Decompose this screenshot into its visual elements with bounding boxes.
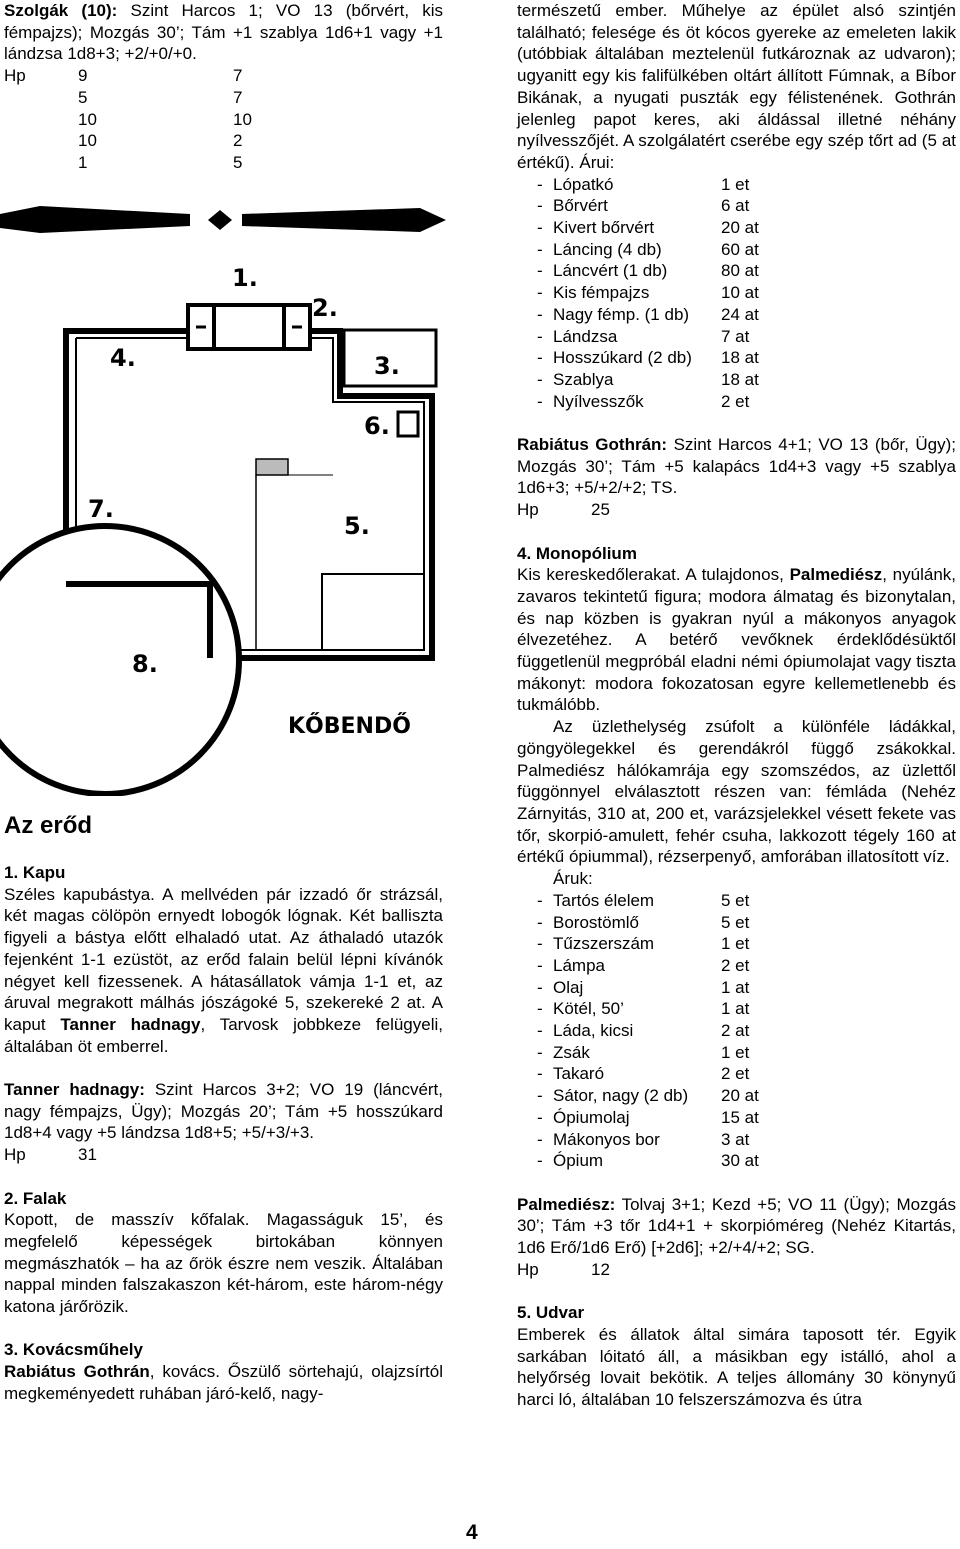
- szolgak-stat-block: [4, 0, 443, 65]
- tanner-name: Tanner hadnagy: [60, 1014, 201, 1034]
- list-item: - Takaró 2 et: [537, 1064, 750, 1084]
- kovacs-continued: természetű ember. Műhelye az épület alsó szintjén található; felesége és öt kócos gyereke az emeleten lakik (utóbbiak általában meztelenül futkároznak az udvaron); ugyanitt egy kis falifülkében oltárt állított Fúmnak, a Bíbor Bikának, a nyugati puszták egy félistenének. Gothrán jelenleg papot keres, aki áldással illetné néhány nyílvesszőjét. A szolgálatért cserébe egy szép tőrt ad (5 at értékű). Árui:: [517, 1, 956, 172]
- map-gatehouse: [188, 305, 310, 349]
- left-column-lower: [4, 862, 443, 1405]
- list-item: - Nyílvesszők 2 et: [537, 391, 750, 411]
- list-item: - Kivert bőrvért 20 at: [537, 218, 759, 238]
- map-banner-right: [242, 208, 446, 232]
- list-item: - Zsák 1 et: [537, 1042, 750, 1062]
- map-label-3: 3.: [374, 352, 400, 380]
- monopolium-price-list: [517, 890, 956, 1172]
- list-item: - Lópatkó 1 et: [537, 174, 750, 194]
- map-banner-center: [208, 210, 232, 230]
- section-title: Az erőd: [4, 812, 93, 839]
- map-title: KŐBENDŐ: [288, 714, 411, 739]
- szolgak-hp-table: [4, 65, 443, 174]
- szolgak-stats: Szint Harcos 1; VO 13 (bőrvért, kis fémpajzs); Mozgás 30’; Tám +1 szablya 1d6+1 vagy +1 lándzsa 1d8+3; +2/+0/+0.: [4, 1, 444, 64]
- hp-row: 1 5: [78, 152, 243, 172]
- map-stable: [322, 574, 424, 650]
- gothran-name: Rabiátus Gothrán: [4, 1362, 150, 1382]
- list-item: - Bőrvért 6 at: [537, 196, 750, 216]
- kovacs-text: Rabiátus Gothrán, kovács. Őszülő sörtehajú, olajzsírtól megkeményedett ruhában járó-kelő, nagy-: [4, 1362, 443, 1403]
- udvar-heading: 5. Udvar: [517, 1303, 585, 1323]
- list-item: - Láncvért (1 db) 80 at: [537, 261, 759, 281]
- right-column: [517, 0, 956, 1411]
- falak-heading: 2. Falak: [4, 1188, 67, 1208]
- gothran-label: Rabiátus Gothrán:: [517, 435, 668, 455]
- map-round-tower: [0, 526, 239, 794]
- map-label-1: 1.: [232, 264, 258, 292]
- tanner-stat-block: Tanner hadnagy: Szint Harcos 3+2; VO 19 (láncvért, nagy fémpajzs, Ügy); Mozgás 20’; Tám +5 hosszúkard 1d8+4 vagy +5 lándzsa 1d8+5; +5/+3/+3.: [4, 1080, 444, 1143]
- list-item: - Lámpa 2 et: [537, 955, 750, 975]
- page-number: 4: [466, 1521, 478, 1544]
- map-building-6: [398, 412, 418, 436]
- tanner-hp: Hp 31: [4, 1145, 97, 1165]
- list-item: - Olaj 1 at: [537, 977, 750, 997]
- left-column: [4, 0, 443, 174]
- list-item: - Kötél, 50’ 1 at: [537, 999, 750, 1019]
- palmediesz-hp: Hp 12: [517, 1259, 610, 1279]
- hp-row: 10 2: [78, 131, 243, 151]
- tanner-label: Tanner hadnagy:: [4, 1080, 145, 1100]
- gothran-hp: Hp 25: [517, 500, 610, 520]
- list-item: - Nagy fémp. (1 db) 24 at: [537, 304, 759, 324]
- list-item: - Ópium 30 at: [537, 1151, 759, 1171]
- kapu-heading: 1. Kapu: [4, 863, 66, 882]
- kovacs-heading: 3. Kovácsműhely: [4, 1340, 143, 1360]
- map-hatched-trough: [256, 459, 288, 475]
- list-item: - Ópiumolaj 15 at: [537, 1107, 759, 1127]
- map-label-2: 2.: [312, 294, 338, 322]
- monopolium-heading: 4. Monopólium: [517, 543, 637, 563]
- list-item: - Tűzszerszám 1 et: [537, 934, 750, 954]
- map-label-5: 5.: [344, 512, 370, 540]
- list-item: - Lándzsa 7 at: [537, 326, 750, 346]
- aruk-label: Áruk:: [553, 869, 593, 889]
- gothran-stat-block: Rabiátus Gothrán: Szint Harcos 4+1; VO 13 (bőr, Ügy); Mozgás 30’; Tám +5 kalapács 1d4+3 vagy +5 szablya 1d6+3; +5/+2/+2; TS.: [517, 435, 956, 498]
- kapu-text: Széles kapubástya. A mellvéden pár izzadó őr strázsál, két magas cölöpön ernyedt lobogók lógnak. Két balliszta figyeli a bástya előtt elhaladó utat. Az áthaladó utazók fejenként 1-1 ezüstöt, az erőd falain belül lépni kívánók négyet kell fizessenek. A hátasállatok vámja 1-1 et, az áruval megrakott málhás jószágoké 5, szekereké 2 at. A kaput Tanner hadnagy, Tarvosk jobbkeze felügyeli, általában öt emberrel.: [4, 884, 443, 1056]
- list-item: - Láda, kicsi 2 at: [537, 1021, 750, 1041]
- list-item: - Borostömlő 5 et: [537, 912, 750, 932]
- map-banner-left: [0, 206, 190, 233]
- list-item: - Sátor, nagy (2 db) 20 at: [537, 1086, 759, 1106]
- szolgak-label: Szolgák (10):: [4, 1, 118, 20]
- map-label-7: 7.: [88, 495, 114, 523]
- hp-row: Hp 9 7: [4, 66, 243, 86]
- map-label-8: 8.: [132, 650, 158, 678]
- list-item: - Hosszúkard (2 db) 18 at: [537, 348, 759, 368]
- map-label-6: 6.: [364, 412, 390, 440]
- falak-text: Kopott, de masszív kőfalak. Magasságuk 15’, és megfelelő képességek birtokában könnyen megmászhatók – ha az őrök észre nem veszik. Általában nappal minden falszakaszon két-három, este három-négy katona járőrözik.: [4, 1210, 443, 1317]
- list-item: - Szablya 18 at: [537, 369, 759, 389]
- monopolium-text: Kis kereskedőlerakat. A tulajdonos, Palmediész, nyúlánk, zavaros tekintetű figura; modora álmatag és bizonytalan, és nap közben is gyakran nyúl a mákonyos anyagok élvezetéhez. A betérő vevőknek érdeklődésüktől függetlenül megpróbál eladni némi ópiumolajat vagy tiszta mákonyt: modora fokozatosan egyre kellemetlenebb és tukmálóbb.: [517, 565, 956, 715]
- hp-row: 10 10: [78, 109, 252, 129]
- kovacs-price-list: [517, 174, 956, 413]
- palmediesz-stat-block: Palmediész: Tolvaj 3+1; Kezd +5; VO 11 (Ügy); Mozgás 30’; Tám +3 tőr 1d4+1 + skorpióméreg (Nehéz Kitartás, 1d6 Erő/1d6 Erő) [+2d6]; +2/+4/+2; SG.: [517, 1194, 956, 1258]
- list-item: - Mákonyos bor 3 at: [537, 1129, 750, 1149]
- palmediesz-name: Palmediész: [789, 565, 883, 585]
- monopolium-text-2: Az üzlethelység zsúfolt a különféle ládákkal, göngyölegekkel és gerendákról függő zsákokkal. Palmediész hálókamrája egy szomszédos, az üzlettől függönnyel elválasztott részen van: fémláda (Nehéz Zárnyitás, 310 at, 200 et, varázsjelekkel vésett fekete vas tőr, skorpió-amulett, fehér csuha, lakkozott tégely 160 at értékű ópiummal), rézserpenyő, amforában illatosított víz.: [517, 717, 956, 867]
- udvar-text: Emberek és állatok által simára taposott tér. Egyik sarkában lóitató áll, a másikban egy istálló, ahol a helyőrség lovait bekötik. A teljes állomány 30 könynyű harci ló, általában 10 felszerszámozva és útra: [517, 1324, 956, 1409]
- list-item: - Kis fémpajzs 10 at: [537, 283, 759, 303]
- map-label-4: 4.: [110, 344, 136, 372]
- list-item: - Láncing (4 db) 60 at: [537, 239, 759, 259]
- list-item: - Tartós élelem 5 et: [537, 890, 750, 910]
- fortress-map: [0, 190, 446, 796]
- hp-row: 5 7: [78, 87, 243, 107]
- palmediesz-label: Palmediész:: [517, 1194, 616, 1214]
